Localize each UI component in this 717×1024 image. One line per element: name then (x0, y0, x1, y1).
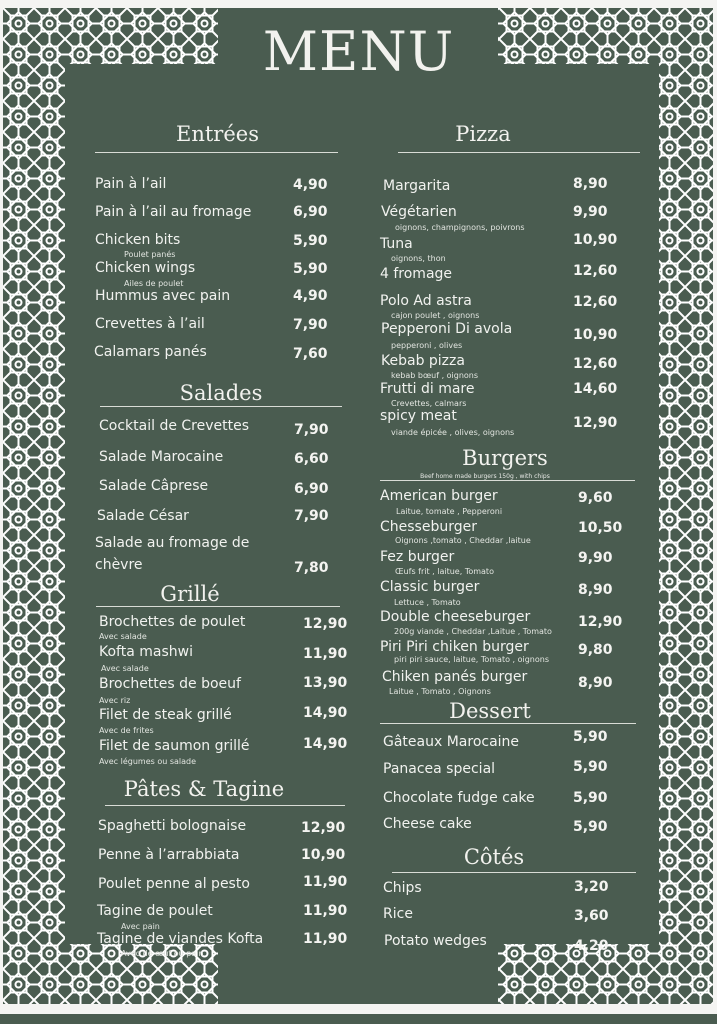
section-title-grille: Grillé (160, 582, 220, 606)
menu-item-name: Polo Ad astra (380, 293, 472, 309)
menu-item-price: 12,90 (301, 820, 346, 836)
menu-item-price: 11,90 (303, 874, 348, 890)
menu-item-name: Pepperoni Di avola (381, 321, 513, 337)
menu-item-desc: Poulet panés (124, 250, 176, 259)
menu-item-price: 8,90 (578, 675, 613, 691)
menu-item-name: Crevettes à l’ail (95, 316, 205, 332)
menu-item-desc: Avec salade (101, 664, 149, 673)
divider (392, 872, 636, 873)
section-title-dessert: Dessert (449, 699, 531, 723)
divider (100, 406, 342, 407)
menu-item-name: spicy meat (380, 408, 457, 424)
menu-item-price: 6,90 (293, 204, 328, 220)
menu-item-desc: pepperoni , olives (391, 341, 463, 350)
menu-item-price: 9,90 (573, 204, 608, 220)
menu-item-desc: oignons, thon (391, 254, 446, 263)
menu-item-price: 9,80 (578, 642, 613, 658)
menu-item-name: Gâteaux Marocaine (383, 734, 520, 750)
menu-item-price: 5,90 (573, 759, 608, 775)
menu-item-price: 10,90 (573, 327, 618, 343)
menu-item-name: Classic burger (380, 579, 480, 595)
menu-item-price: 5,90 (573, 729, 608, 745)
divider (96, 606, 340, 607)
section-title-salades: Salades (179, 381, 263, 405)
menu-item-name: Kebab pizza (381, 353, 465, 369)
section-title-burgers: Burgers (462, 446, 548, 470)
menu-item-name: Pain à l’ail au fromage (95, 204, 252, 220)
menu-item-desc: Avec pain (121, 922, 160, 931)
menu-item-price: 11,90 (303, 903, 348, 919)
menu-item-price: 3,60 (574, 908, 609, 924)
menu-item-name: Potato wedges (384, 933, 487, 949)
menu-item-price: 4,20 (574, 938, 609, 954)
menu-item-price: 14,90 (303, 736, 348, 752)
menu-item-price: 8,90 (578, 582, 613, 598)
menu-item-price: 12,60 (573, 356, 618, 372)
menu-item-price: 5,90 (573, 819, 608, 835)
menu-item-price: 7,80 (294, 560, 329, 576)
menu-item-price: 12,60 (573, 263, 618, 279)
menu-item-price: 10,50 (578, 520, 623, 536)
menu-item-name: Rice (383, 906, 413, 922)
menu-item-name: Tagine de poulet (97, 903, 213, 919)
menu-title: MENU (262, 20, 455, 83)
menu-item-name: Calamars panés (94, 344, 207, 360)
divider (398, 152, 640, 153)
menu-item-price: 9,60 (578, 490, 613, 506)
menu-item-price: 6,60 (294, 451, 329, 467)
divider (380, 480, 635, 481)
menu-item-price: 8,90 (573, 176, 608, 192)
menu-item-name: Salade au fromage de (95, 535, 250, 551)
menu-item-name: Frutti di mare (380, 381, 475, 397)
menu-item-name: Brochettes de boeuf (99, 676, 241, 692)
menu-item-price: 14,90 (303, 705, 348, 721)
menu-item-desc: Œufs frit , laitue, Tomato (395, 567, 494, 576)
menu-item-name: Poulet penne al pesto (98, 876, 250, 892)
menu-item-price: 6,90 (294, 481, 329, 497)
menu-item-price: 14,60 (573, 381, 618, 397)
section-title-cotes: Côtés (463, 845, 525, 869)
menu-item-name: Piri Piri chiken burger (380, 639, 529, 655)
menu-item-name-continued: chèvre (95, 557, 143, 573)
menu-item-price: 5,90 (293, 233, 328, 249)
menu-item-price: 4,90 (293, 177, 328, 193)
menu-item-desc: Avec légumes ou salade (99, 757, 197, 766)
menu-item-price: 3,20 (574, 879, 609, 895)
menu-item-name: Chips (383, 880, 422, 896)
menu-item-price: 10,90 (573, 232, 618, 248)
menu-item-desc: viande épicée , olives, oignons (391, 428, 515, 437)
menu-item-name: Panacea special (383, 761, 496, 777)
menu-item-name: American burger (380, 488, 498, 504)
menu-item-price: 9,90 (578, 550, 613, 566)
menu-item-name: Salade César (97, 508, 189, 524)
menu-item-name: Chiken panés burger (382, 669, 528, 685)
divider (380, 723, 636, 724)
menu-item-name: Chocolate fudge cake (383, 790, 535, 806)
menu-item-price: 4,90 (293, 288, 328, 304)
menu-item-price: 5,90 (293, 261, 328, 277)
section-title-entrees: Entrées (176, 122, 259, 146)
menu-item-price: 12,90 (303, 616, 348, 632)
menu-item-desc: piri piri sauce, laitue, Tomato , oignons (394, 655, 549, 664)
menu-item-desc: Avec riz (99, 696, 131, 705)
menu-item-desc: Oignons ,tomato , Cheddar ,laitue (395, 536, 531, 545)
menu-item-desc: Avec de frites (99, 726, 154, 735)
menu-item-name: Chicken bits (95, 232, 181, 248)
menu-item-name: Cocktail de Crevettes (99, 418, 250, 434)
menu-item-desc: Ailes de poulet (124, 279, 184, 288)
menu-item-price: 7,90 (294, 508, 329, 524)
menu-item-desc: Crevettes, calmars (391, 399, 467, 408)
menu-item-name: Kofta mashwi (99, 644, 193, 660)
menu-item-price: 13,90 (303, 675, 348, 691)
menu-item-price: 12,90 (573, 415, 618, 431)
menu-item-price: 12,90 (578, 614, 623, 630)
menu-item-name: Tagine de viandes Kofta (97, 931, 264, 947)
menu-item-name: Salade Marocaine (99, 449, 224, 465)
menu-item-name: Penne à l’arrabbiata (98, 847, 240, 863)
menu-item-price: 12,60 (573, 294, 618, 310)
menu-item-name: Cheese cake (383, 816, 472, 832)
section-subtitle-burgers: Beef home made burgers 150g , with chips (420, 473, 550, 480)
menu-item-desc: Lettuce , Tomato (394, 598, 461, 607)
menu-item-name: Pain à l’ail (95, 176, 167, 192)
menu-item-name: Fez burger (380, 549, 455, 565)
section-title-pizza: Pizza (455, 122, 511, 146)
menu-item-price: 7,90 (294, 422, 329, 438)
menu-item-desc: Laitue , Tomato , Oignons (389, 687, 491, 696)
menu-item-name: Double cheeseburger (380, 609, 531, 625)
divider (95, 152, 338, 153)
menu-item-price: 10,90 (301, 847, 346, 863)
menu-item-name: Filet de steak grillé (99, 707, 232, 723)
section-title-pates-tagine: Pâtes & Tagine (123, 777, 285, 801)
divider (105, 805, 345, 806)
menu-item-price: 7,90 (293, 317, 328, 333)
menu-item-price: 5,90 (573, 790, 608, 806)
menu-item-price: 11,90 (303, 646, 348, 662)
menu-item-name: Salade Câprese (99, 478, 209, 494)
menu-item-name: Hummus avec pain (95, 288, 231, 304)
menu-item-desc: Avec salade (99, 632, 147, 641)
menu-item-price: 7,60 (293, 346, 328, 362)
menu-item-name: Végétarien (381, 204, 457, 220)
menu-item-name: Tuna (380, 236, 413, 252)
menu-item-name: Brochettes de poulet (99, 614, 246, 630)
menu-item-name: Filet de saumon grillé (99, 738, 250, 754)
bottom-bar (0, 1014, 717, 1024)
menu-item-name: 4 fromage (380, 266, 453, 282)
menu-item-desc: Avec de œuf ou pain (121, 949, 204, 958)
menu-item-desc: Laitue, tomate , Pepperoni (396, 507, 503, 516)
menu-item-name: Chicken wings (95, 260, 196, 276)
menu-item-desc: kebab bœuf , oignons (391, 371, 479, 380)
menu-item-name: Chesseburger (380, 519, 477, 535)
menu-item-name: Margarita (383, 178, 451, 194)
menu-item-desc: 200g viande , Cheddar ,Laitue , Tomato (394, 627, 552, 636)
menu-item-name: Spaghetti bolognaise (98, 818, 247, 834)
menu-item-desc: cajon poulet , oignons (391, 311, 480, 320)
menu-item-desc: oignons, champignons, poivrons (395, 223, 525, 232)
menu-item-price: 11,90 (303, 931, 348, 947)
